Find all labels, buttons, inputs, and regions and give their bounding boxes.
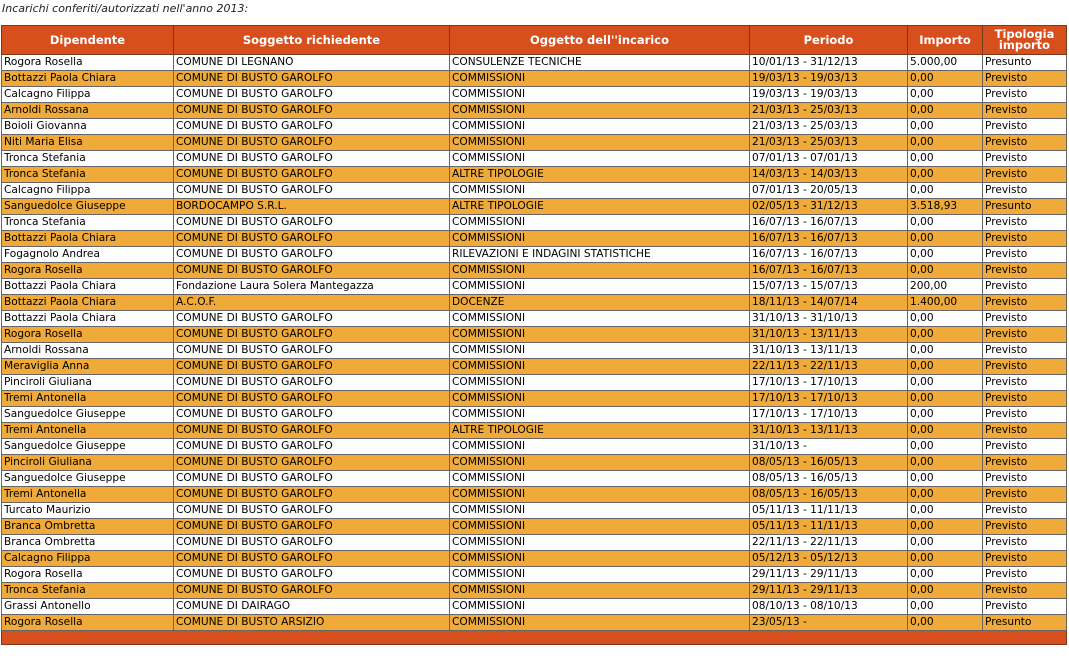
cell-soggetto: COMUNE DI BUSTO GAROLFO <box>174 551 450 567</box>
cell-periodo: 05/11/13 - 11/11/13 <box>750 503 908 519</box>
cell-oggetto: COMMISSIONI <box>450 455 750 471</box>
cell-oggetto: RILEVAZIONI E INDAGINI STATISTICHE <box>450 247 750 263</box>
column-header-periodo: Periodo <box>750 26 908 55</box>
cell-dipendente: Sanguedolce Giuseppe <box>2 407 174 423</box>
cell-tipologia: Previsto <box>983 519 1067 535</box>
table-row <box>2 599 1067 615</box>
cell-tipologia: Previsto <box>983 423 1067 439</box>
cell-oggetto: ALTRE TIPOLOGIE <box>450 423 750 439</box>
cell-importo: 0,00 <box>908 423 983 439</box>
cell-tipologia: Previsto <box>983 247 1067 263</box>
cell-periodo: 23/05/13 - <box>750 615 908 631</box>
cell-periodo: 17/10/13 - 17/10/13 <box>750 407 908 423</box>
cell-importo: 0,00 <box>908 391 983 407</box>
cell-soggetto: COMUNE DI BUSTO GAROLFO <box>174 407 450 423</box>
cell-dipendente: Fogagnolo Andrea <box>2 247 174 263</box>
cell-tipologia: Previsto <box>983 599 1067 615</box>
cell-tipologia: Previsto <box>983 279 1067 295</box>
cell-tipologia: Previsto <box>983 87 1067 103</box>
cell-periodo: 08/05/13 - 16/05/13 <box>750 487 908 503</box>
cell-oggetto: COMMISSIONI <box>450 151 750 167</box>
cell-tipologia: Previsto <box>983 311 1067 327</box>
cell-dipendente: Bottazzi Paola Chiara <box>2 279 174 295</box>
column-header-tipologia: Tipologia importo <box>983 26 1067 55</box>
cell-periodo: 02/05/13 - 31/12/13 <box>750 199 908 215</box>
cell-tipologia: Previsto <box>983 359 1067 375</box>
cell-dipendente: Pinciroli Giuliana <box>2 375 174 391</box>
cell-soggetto: COMUNE DI BUSTO GAROLFO <box>174 583 450 599</box>
table-row <box>2 215 1067 231</box>
cell-tipologia: Presunto <box>983 615 1067 631</box>
cell-oggetto: COMMISSIONI <box>450 87 750 103</box>
cell-oggetto: COMMISSIONI <box>450 183 750 199</box>
cell-tipologia: Presunto <box>983 55 1067 71</box>
cell-importo: 0,00 <box>908 535 983 551</box>
cell-importo: 1.400,00 <box>908 295 983 311</box>
cell-importo: 0,00 <box>908 583 983 599</box>
cell-soggetto: COMUNE DI BUSTO GAROLFO <box>174 119 450 135</box>
table-footer-bar <box>2 631 1067 645</box>
cell-periodo: 17/10/13 - 17/10/13 <box>750 391 908 407</box>
cell-periodo: 15/07/13 - 15/07/13 <box>750 279 908 295</box>
cell-tipologia: Previsto <box>983 455 1067 471</box>
cell-soggetto: COMUNE DI BUSTO GAROLFO <box>174 167 450 183</box>
cell-dipendente: Calcagno Filippa <box>2 87 174 103</box>
cell-oggetto: COMMISSIONI <box>450 263 750 279</box>
table-body <box>2 55 1067 631</box>
cell-periodo: 29/11/13 - 29/11/13 <box>750 583 908 599</box>
cell-soggetto: COMUNE DI BUSTO GAROLFO <box>174 231 450 247</box>
cell-dipendente: Sanguedolce Giuseppe <box>2 199 174 215</box>
cell-dipendente: Pinciroli Giuliana <box>2 455 174 471</box>
cell-periodo: 10/01/13 - 31/12/13 <box>750 55 908 71</box>
cell-oggetto: COMMISSIONI <box>450 471 750 487</box>
cell-periodo: 16/07/13 - 16/07/13 <box>750 247 908 263</box>
table-row <box>2 519 1067 535</box>
table-row <box>2 359 1067 375</box>
cell-tipologia: Previsto <box>983 503 1067 519</box>
cell-tipologia: Previsto <box>983 103 1067 119</box>
cell-periodo: 22/11/13 - 22/11/13 <box>750 359 908 375</box>
cell-oggetto: COMMISSIONI <box>450 359 750 375</box>
cell-tipologia: Previsto <box>983 231 1067 247</box>
cell-periodo: 08/05/13 - 16/05/13 <box>750 455 908 471</box>
cell-tipologia: Previsto <box>983 551 1067 567</box>
cell-tipologia: Previsto <box>983 295 1067 311</box>
cell-periodo: 07/01/13 - 20/05/13 <box>750 183 908 199</box>
cell-importo: 0,00 <box>908 471 983 487</box>
cell-oggetto: CONSULENZE TECNICHE <box>450 55 750 71</box>
cell-dipendente: Bottazzi Paola Chiara <box>2 295 174 311</box>
cell-importo: 3.518,93 <box>908 199 983 215</box>
cell-dipendente: Boioli Giovanna <box>2 119 174 135</box>
cell-tipologia: Previsto <box>983 167 1067 183</box>
table-row <box>2 87 1067 103</box>
table-row <box>2 71 1067 87</box>
cell-periodo: 31/10/13 - 13/11/13 <box>750 327 908 343</box>
cell-soggetto: A.C.O.F. <box>174 295 450 311</box>
cell-dipendente: Calcagno Filippa <box>2 551 174 567</box>
cell-oggetto: COMMISSIONI <box>450 535 750 551</box>
cell-dipendente: Tremi Antonella <box>2 423 174 439</box>
cell-importo: 0,00 <box>908 247 983 263</box>
cell-oggetto: COMMISSIONI <box>450 103 750 119</box>
cell-importo: 0,00 <box>908 183 983 199</box>
cell-soggetto: COMUNE DI BUSTO GAROLFO <box>174 375 450 391</box>
cell-dipendente: Calcagno Filippa <box>2 183 174 199</box>
table-row <box>2 535 1067 551</box>
cell-oggetto: COMMISSIONI <box>450 375 750 391</box>
cell-soggetto: COMUNE DI BUSTO GAROLFO <box>174 503 450 519</box>
table-row <box>2 407 1067 423</box>
cell-soggetto: COMUNE DI BUSTO GAROLFO <box>174 87 450 103</box>
table-row <box>2 103 1067 119</box>
cell-soggetto: COMUNE DI BUSTO GAROLFO <box>174 247 450 263</box>
cell-importo: 0,00 <box>908 439 983 455</box>
cell-soggetto: COMUNE DI BUSTO GAROLFO <box>174 519 450 535</box>
cell-periodo: 29/11/13 - 29/11/13 <box>750 567 908 583</box>
cell-oggetto: COMMISSIONI <box>450 487 750 503</box>
table-row <box>2 551 1067 567</box>
cell-tipologia: Previsto <box>983 487 1067 503</box>
cell-periodo: 21/03/13 - 25/03/13 <box>750 103 908 119</box>
cell-importo: 0,00 <box>908 359 983 375</box>
cell-tipologia: Previsto <box>983 391 1067 407</box>
cell-soggetto: COMUNE DI BUSTO GAROLFO <box>174 471 450 487</box>
cell-oggetto: COMMISSIONI <box>450 135 750 151</box>
cell-periodo: 08/10/13 - 08/10/13 <box>750 599 908 615</box>
cell-importo: 0,00 <box>908 519 983 535</box>
cell-dipendente: Tronca Stefania <box>2 215 174 231</box>
cell-dipendente: Rogora Rosella <box>2 567 174 583</box>
cell-periodo: 07/01/13 - 07/01/13 <box>750 151 908 167</box>
cell-dipendente: Rogora Rosella <box>2 263 174 279</box>
cell-soggetto: COMUNE DI BUSTO GAROLFO <box>174 359 450 375</box>
table-row <box>2 391 1067 407</box>
column-header-soggetto: Soggetto richiedente <box>174 26 450 55</box>
cell-importo: 0,00 <box>908 263 983 279</box>
table-row <box>2 503 1067 519</box>
cell-dipendente: Rogora Rosella <box>2 327 174 343</box>
cell-oggetto: COMMISSIONI <box>450 599 750 615</box>
cell-soggetto: COMUNE DI BUSTO GAROLFO <box>174 327 450 343</box>
table-row <box>2 583 1067 599</box>
cell-periodo: 22/11/13 - 22/11/13 <box>750 535 908 551</box>
cell-oggetto: COMMISSIONI <box>450 439 750 455</box>
cell-tipologia: Previsto <box>983 439 1067 455</box>
cell-oggetto: ALTRE TIPOLOGIE <box>450 167 750 183</box>
cell-oggetto: COMMISSIONI <box>450 343 750 359</box>
cell-oggetto: COMMISSIONI <box>450 407 750 423</box>
cell-soggetto: COMUNE DI BUSTO GAROLFO <box>174 423 450 439</box>
column-header-importo: Importo <box>908 26 983 55</box>
cell-periodo: 18/11/13 - 14/07/14 <box>750 295 908 311</box>
cell-importo: 0,00 <box>908 407 983 423</box>
cell-dipendente: Sanguedolce Giuseppe <box>2 439 174 455</box>
table-header-row <box>2 26 1067 55</box>
table-row <box>2 423 1067 439</box>
cell-importo: 0,00 <box>908 103 983 119</box>
cell-dipendente: Turcato Maurizio <box>2 503 174 519</box>
cell-tipologia: Previsto <box>983 471 1067 487</box>
cell-soggetto: COMUNE DI BUSTO GAROLFO <box>174 311 450 327</box>
cell-importo: 0,00 <box>908 87 983 103</box>
cell-importo: 0,00 <box>908 455 983 471</box>
cell-periodo: 16/07/13 - 16/07/13 <box>750 215 908 231</box>
cell-tipologia: Previsto <box>983 151 1067 167</box>
cell-soggetto: COMUNE DI BUSTO GAROLFO <box>174 71 450 87</box>
cell-importo: 0,00 <box>908 135 983 151</box>
cell-soggetto: BORDOCAMPO S.R.L. <box>174 199 450 215</box>
table-row <box>2 167 1067 183</box>
cell-soggetto: COMUNE DI BUSTO GAROLFO <box>174 439 450 455</box>
table-row <box>2 247 1067 263</box>
cell-dipendente: Bottazzi Paola Chiara <box>2 231 174 247</box>
cell-soggetto: COMUNE DI BUSTO GAROLFO <box>174 535 450 551</box>
cell-soggetto: COMUNE DI BUSTO GAROLFO <box>174 487 450 503</box>
cell-oggetto: COMMISSIONI <box>450 215 750 231</box>
table-row <box>2 135 1067 151</box>
cell-tipologia: Previsto <box>983 327 1067 343</box>
cell-dipendente: Branca Ombretta <box>2 519 174 535</box>
table-row <box>2 327 1067 343</box>
table-row <box>2 279 1067 295</box>
cell-oggetto: COMMISSIONI <box>450 119 750 135</box>
cell-dipendente: Arnoldi Rossana <box>2 343 174 359</box>
table-row <box>2 455 1067 471</box>
cell-importo: 0,00 <box>908 551 983 567</box>
cell-tipologia: Previsto <box>983 263 1067 279</box>
cell-importo: 0,00 <box>908 567 983 583</box>
cell-soggetto: Fondazione Laura Solera Mantegazza <box>174 279 450 295</box>
cell-soggetto: COMUNE DI BUSTO GAROLFO <box>174 215 450 231</box>
cell-soggetto: COMUNE DI DAIRAGO <box>174 599 450 615</box>
cell-periodo: 31/10/13 - 13/11/13 <box>750 423 908 439</box>
cell-oggetto: COMMISSIONI <box>450 391 750 407</box>
table-row <box>2 487 1067 503</box>
table-row <box>2 151 1067 167</box>
cell-tipologia: Previsto <box>983 407 1067 423</box>
table-row <box>2 199 1067 215</box>
cell-importo: 0,00 <box>908 215 983 231</box>
cell-dipendente: Rogora Rosella <box>2 55 174 71</box>
cell-importo: 200,00 <box>908 279 983 295</box>
cell-soggetto: COMUNE DI BUSTO GAROLFO <box>174 135 450 151</box>
incarichi-table <box>1 25 1067 645</box>
cell-oggetto: COMMISSIONI <box>450 503 750 519</box>
cell-dipendente: Grassi Antonello <box>2 599 174 615</box>
cell-importo: 0,00 <box>908 599 983 615</box>
cell-tipologia: Previsto <box>983 583 1067 599</box>
table-row <box>2 311 1067 327</box>
cell-dipendente: Branca Ombretta <box>2 535 174 551</box>
table-row <box>2 119 1067 135</box>
cell-periodo: 05/12/13 - 05/12/13 <box>750 551 908 567</box>
cell-periodo: 31/10/13 - 31/10/13 <box>750 311 908 327</box>
cell-soggetto: COMUNE DI BUSTO GAROLFO <box>174 567 450 583</box>
cell-soggetto: COMUNE DI BUSTO GAROLFO <box>174 391 450 407</box>
table-row <box>2 55 1067 71</box>
cell-importo: 0,00 <box>908 71 983 87</box>
cell-oggetto: COMMISSIONI <box>450 551 750 567</box>
cell-oggetto: COMMISSIONI <box>450 583 750 599</box>
cell-oggetto: COMMISSIONI <box>450 279 750 295</box>
cell-tipologia: Previsto <box>983 71 1067 87</box>
table-row <box>2 471 1067 487</box>
cell-oggetto: DOCENZE <box>450 295 750 311</box>
cell-tipologia: Previsto <box>983 343 1067 359</box>
cell-oggetto: COMMISSIONI <box>450 519 750 535</box>
cell-periodo: 19/03/13 - 19/03/13 <box>750 71 908 87</box>
cell-soggetto: COMUNE DI BUSTO GAROLFO <box>174 103 450 119</box>
cell-tipologia: Previsto <box>983 135 1067 151</box>
cell-oggetto: COMMISSIONI <box>450 231 750 247</box>
cell-tipologia: Previsto <box>983 215 1067 231</box>
cell-dipendente: Tremi Antonella <box>2 391 174 407</box>
table-row <box>2 263 1067 279</box>
cell-dipendente: Rogora Rosella <box>2 615 174 631</box>
cell-oggetto: ALTRE TIPOLOGIE <box>450 199 750 215</box>
cell-periodo: 21/03/13 - 25/03/13 <box>750 135 908 151</box>
cell-periodo: 16/07/13 - 16/07/13 <box>750 231 908 247</box>
cell-soggetto: COMUNE DI BUSTO ARSIZIO <box>174 615 450 631</box>
cell-soggetto: COMUNE DI BUSTO GAROLFO <box>174 263 450 279</box>
table-row <box>2 375 1067 391</box>
cell-periodo: 05/11/13 - 11/11/13 <box>750 519 908 535</box>
cell-soggetto: COMUNE DI BUSTO GAROLFO <box>174 183 450 199</box>
cell-periodo: 08/05/13 - 16/05/13 <box>750 471 908 487</box>
cell-periodo: 14/03/13 - 14/03/13 <box>750 167 908 183</box>
table-caption: Incarichi conferiti/autorizzati nell'anno 2013: <box>2 2 249 15</box>
cell-dipendente: Sanguedolce Giuseppe <box>2 471 174 487</box>
cell-importo: 0,00 <box>908 343 983 359</box>
cell-periodo: 21/03/13 - 25/03/13 <box>750 119 908 135</box>
table-row <box>2 567 1067 583</box>
cell-tipologia: Previsto <box>983 375 1067 391</box>
cell-dipendente: Tremi Antonella <box>2 487 174 503</box>
cell-dipendente: Bottazzi Paola Chiara <box>2 71 174 87</box>
cell-dipendente: Tronca Stefania <box>2 167 174 183</box>
cell-importo: 0,00 <box>908 327 983 343</box>
column-header-oggetto: Oggetto dell''incarico <box>450 26 750 55</box>
cell-importo: 0,00 <box>908 119 983 135</box>
cell-soggetto: COMUNE DI BUSTO GAROLFO <box>174 343 450 359</box>
table-row <box>2 439 1067 455</box>
cell-oggetto: COMMISSIONI <box>450 311 750 327</box>
cell-dipendente: Bottazzi Paola Chiara <box>2 311 174 327</box>
cell-dipendente: Tronca Stefania <box>2 583 174 599</box>
cell-importo: 0,00 <box>908 615 983 631</box>
cell-importo: 0,00 <box>908 311 983 327</box>
cell-periodo: 16/07/13 - 16/07/13 <box>750 263 908 279</box>
cell-periodo: 31/10/13 - <box>750 439 908 455</box>
cell-importo: 0,00 <box>908 167 983 183</box>
cell-dipendente: Tronca Stefania <box>2 151 174 167</box>
cell-importo: 0,00 <box>908 375 983 391</box>
table-row <box>2 231 1067 247</box>
cell-dipendente: Niti Maria Elisa <box>2 135 174 151</box>
cell-tipologia: Previsto <box>983 567 1067 583</box>
cell-oggetto: COMMISSIONI <box>450 615 750 631</box>
table-row <box>2 183 1067 199</box>
cell-oggetto: COMMISSIONI <box>450 327 750 343</box>
cell-periodo: 17/10/13 - 17/10/13 <box>750 375 908 391</box>
cell-tipologia: Previsto <box>983 183 1067 199</box>
table-row <box>2 615 1067 631</box>
cell-oggetto: COMMISSIONI <box>450 71 750 87</box>
cell-dipendente: Meraviglia Anna <box>2 359 174 375</box>
cell-periodo: 31/10/13 - 13/11/13 <box>750 343 908 359</box>
cell-soggetto: COMUNE DI BUSTO GAROLFO <box>174 151 450 167</box>
cell-dipendente: Arnoldi Rossana <box>2 103 174 119</box>
table-row <box>2 343 1067 359</box>
cell-importo: 0,00 <box>908 151 983 167</box>
cell-soggetto: COMUNE DI LEGNANO <box>174 55 450 71</box>
cell-tipologia: Previsto <box>983 535 1067 551</box>
cell-tipologia: Previsto <box>983 119 1067 135</box>
column-header-dipendente: Dipendente <box>2 26 174 55</box>
table-row <box>2 295 1067 311</box>
cell-tipologia: Presunto <box>983 199 1067 215</box>
cell-importo: 0,00 <box>908 487 983 503</box>
cell-periodo: 19/03/13 - 19/03/13 <box>750 87 908 103</box>
cell-importo: 0,00 <box>908 231 983 247</box>
cell-importo: 0,00 <box>908 503 983 519</box>
table-footer-cell <box>2 631 1067 645</box>
cell-importo: 5.000,00 <box>908 55 983 71</box>
cell-soggetto: COMUNE DI BUSTO GAROLFO <box>174 455 450 471</box>
cell-oggetto: COMMISSIONI <box>450 567 750 583</box>
